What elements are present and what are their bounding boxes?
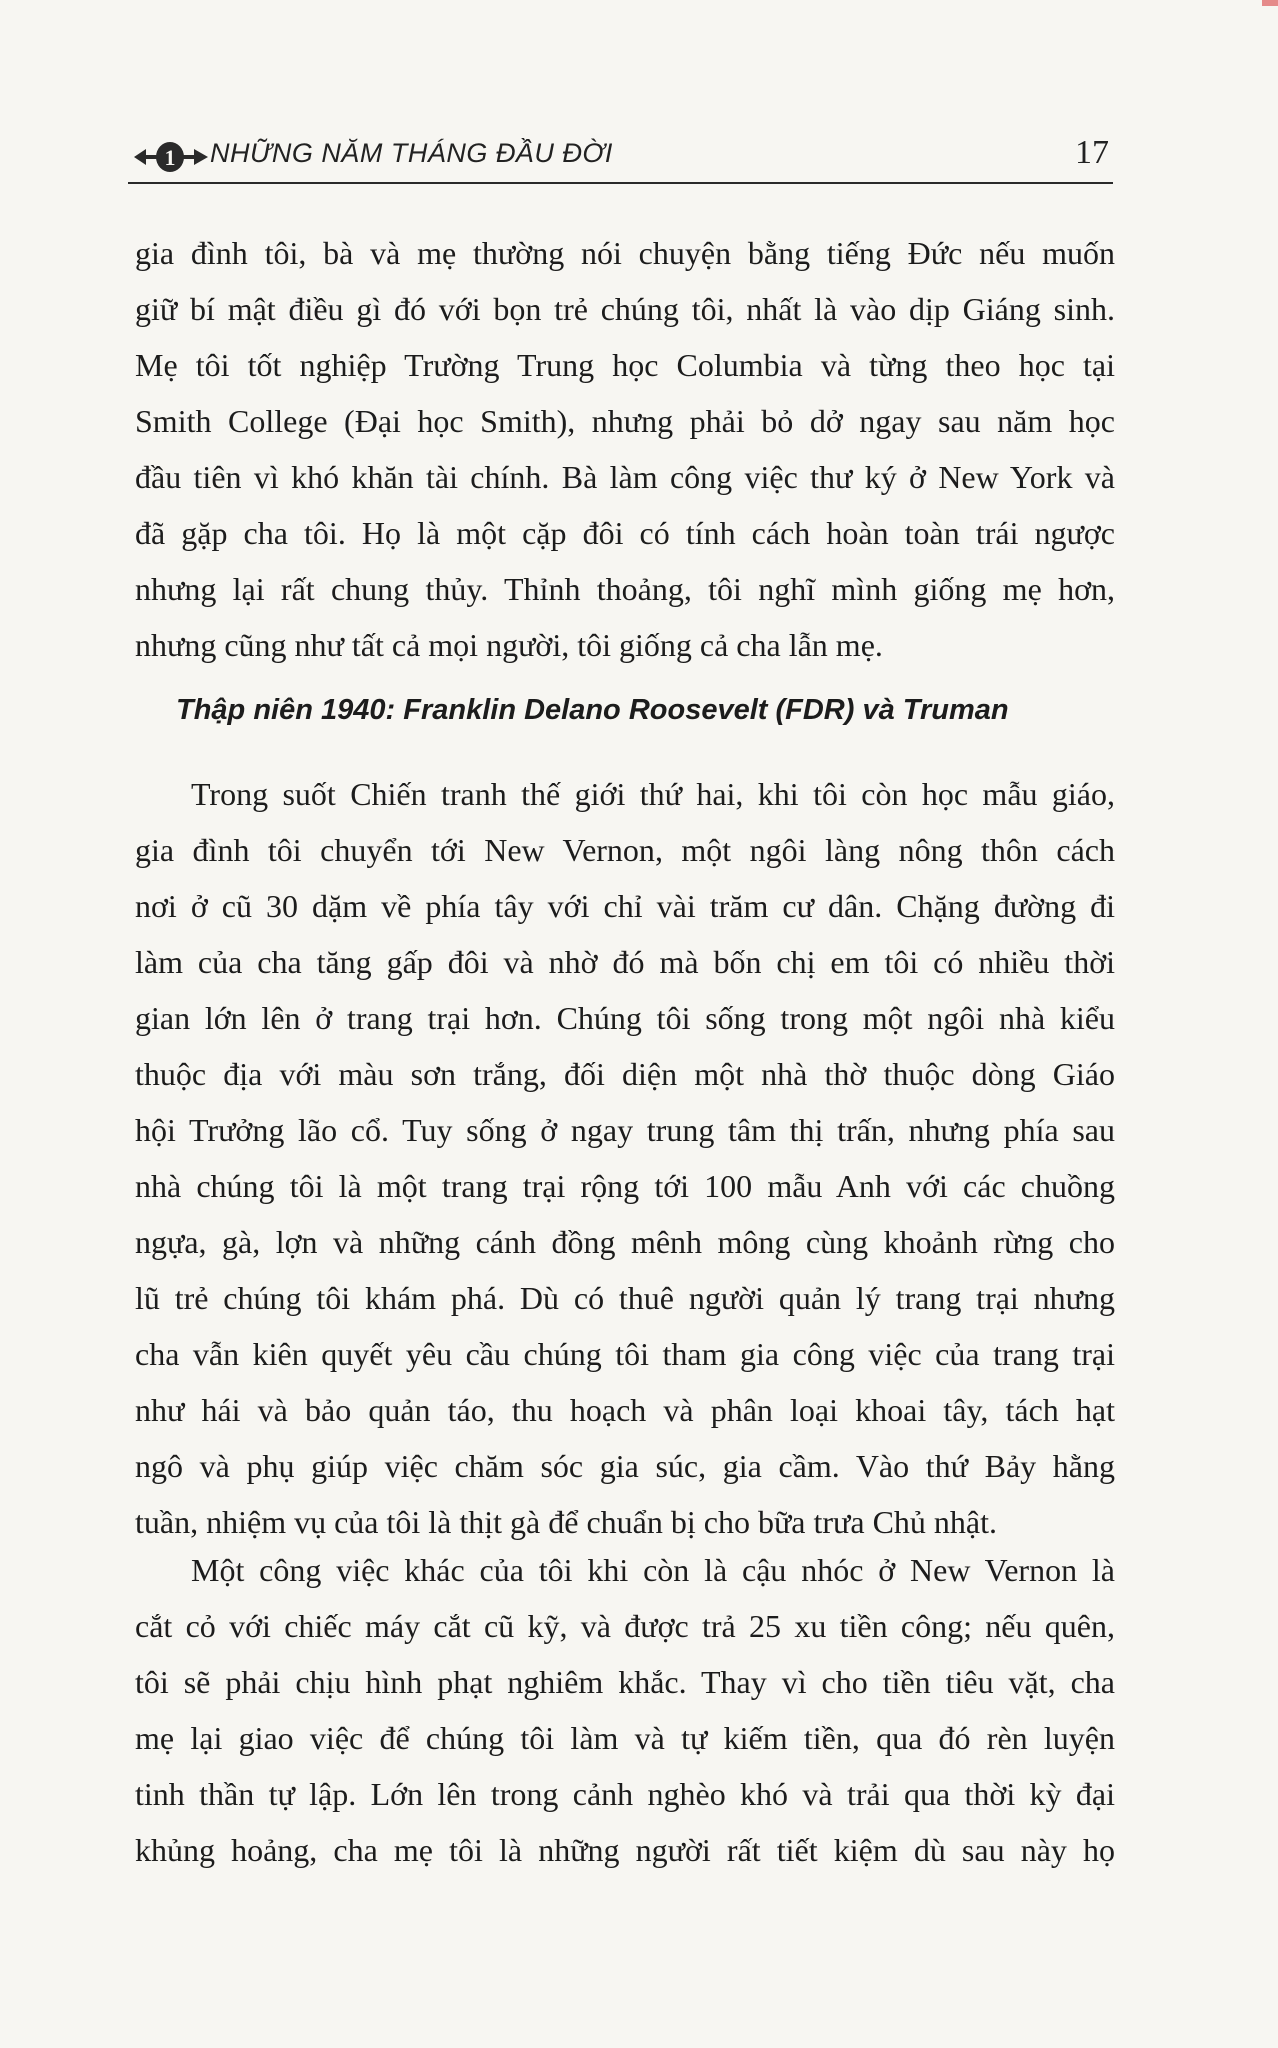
text-line: gia đình tôi chuyển tới New Vernon, một ngôi làng nông thôn cách bbox=[135, 832, 1115, 868]
chapter-title: NHỮNG NĂM THÁNG ĐẦU ĐỜI bbox=[210, 138, 613, 168]
section-heading: Thập niên 1940: Franklin Delano Roosevelt (FDR) và Truman bbox=[176, 694, 1009, 726]
text-line: cha vẫn kiên quyết yêu cầu chúng tôi tham gia công việc của trang trại bbox=[135, 1336, 1115, 1372]
chapter-badge-icon bbox=[132, 140, 210, 174]
text-line: ngựa, gà, lợn và những cánh đồng mênh mông cùng khoảnh rừng cho bbox=[135, 1224, 1115, 1260]
text-line: giữ bí mật điều gì đó với bọn trẻ chúng tôi, nhất là vào dịp Giáng sinh. bbox=[135, 291, 1115, 327]
text-line: Một công việc khác của tôi khi còn là cậu nhóc ở New Vernon là bbox=[191, 1552, 1115, 1588]
text-line: làm của cha tăng gấp đôi và nhờ đó mà bốn chị em tôi có nhiều thời bbox=[135, 944, 1115, 980]
text-line: Smith College (Đại học Smith), nhưng phải bỏ dở ngay sau năm học bbox=[135, 403, 1115, 439]
text-line: khủng hoảng, cha mẹ tôi là những người rất tiết kiệm dù sau này họ bbox=[135, 1832, 1115, 1868]
text-line: gian lớn lên ở trang trại hơn. Chúng tôi sống trong một ngôi nhà kiểu bbox=[135, 1000, 1115, 1036]
running-header bbox=[128, 130, 1113, 184]
text-line: thuộc địa với màu sơn trắng, đối diện một nhà thờ thuộc dòng Giáo bbox=[135, 1056, 1115, 1092]
text-line: ngô và phụ giúp việc chăm sóc gia súc, gia cầm. Vào thứ Bảy hằng bbox=[135, 1448, 1115, 1484]
text-line: tôi sẽ phải chịu hình phạt nghiêm khắc. Thay vì cho tiền tiêu vặt, cha bbox=[135, 1664, 1115, 1700]
text-line: lũ trẻ chúng tôi khám phá. Dù có thuê người quản lý trang trại nhưng bbox=[135, 1280, 1115, 1316]
text-line: nhưng lại rất chung thủy. Thỉnh thoảng, tôi nghĩ mình giống mẹ hơn, bbox=[135, 571, 1115, 607]
text-line: nhưng cũng như tất cả mọi người, tôi giống cả cha lẫn mẹ. bbox=[135, 627, 883, 663]
text-line: hội Trưởng lão cổ. Tuy sống ở ngay trung tâm thị trấn, nhưng phía sau bbox=[135, 1112, 1115, 1148]
text-line: như hái và bảo quản táo, thu hoạch và phân loại khoai tây, tách hạt bbox=[135, 1392, 1115, 1428]
page-corner-mark bbox=[1262, 0, 1278, 6]
text-line: tinh thần tự lập. Lớn lên trong cảnh nghèo khó và trải qua thời kỳ đại bbox=[135, 1776, 1115, 1812]
text-line: Mẹ tôi tốt nghiệp Trường Trung học Columbia và từng theo học tại bbox=[135, 347, 1115, 383]
text-line: gia đình tôi, bà và mẹ thường nói chuyện bằng tiếng Đức nếu muốn bbox=[135, 235, 1115, 271]
text-line: cắt cỏ với chiếc máy cắt cũ kỹ, và được trả 25 xu tiền công; nếu quên, bbox=[135, 1608, 1115, 1644]
text-line: tuần, nhiệm vụ của tôi là thịt gà để chuẩn bị cho bữa trưa Chủ nhật. bbox=[135, 1504, 998, 1540]
text-line: mẹ lại giao việc để chúng tôi làm và tự kiếm tiền, qua đó rèn luyện bbox=[135, 1720, 1115, 1756]
text-line: Trong suốt Chiến tranh thế giới thứ hai, khi tôi còn học mẫu giáo, bbox=[191, 776, 1115, 812]
paragraph-1 bbox=[135, 225, 1115, 673]
paragraph-2 bbox=[135, 766, 1115, 1550]
text-line: nhà chúng tôi là một trang trại rộng tới 100 mẫu Anh với các chuồng bbox=[135, 1168, 1115, 1204]
chapter-number: 1 bbox=[164, 145, 176, 170]
text-line: đầu tiên vì khó khăn tài chính. Bà làm công việc thư ký ở New York và bbox=[135, 459, 1115, 495]
text-line: đã gặp cha tôi. Họ là một cặp đôi có tính cách hoàn toàn trái ngược bbox=[135, 515, 1115, 551]
text-line: nơi ở cũ 30 dặm về phía tây với chỉ vài trăm cư dân. Chặng đường đi bbox=[135, 888, 1115, 924]
paragraph-3 bbox=[135, 1542, 1115, 1878]
page-number: 17 bbox=[1075, 134, 1109, 171]
